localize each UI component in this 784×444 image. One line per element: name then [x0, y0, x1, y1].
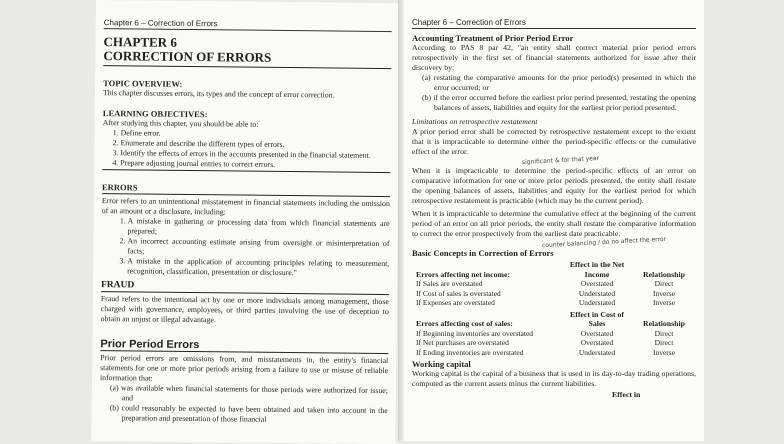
table-cell: If Ending inventories are overstated [416, 347, 524, 357]
limitations-text: A prior period error shall be corrected by retrospective restatement except to the extent that it is impracticable to determine either the period-specific effects or the cumulative effect of the error. [412, 127, 696, 156]
working-capital-text: Working capital is the capital of a business that is used in its day-to-day trading operations, computed as the current assets minus the current liabilities. [412, 369, 696, 388]
table-row [412, 348, 696, 358]
topic-heading: TOPIC OVERVIEW: [103, 78, 183, 89]
handwritten-note-text: significant & for that year [521, 154, 600, 167]
list-item: 2. Enumerate and describe the different types of errors. [120, 138, 390, 151]
table-cell: Direct [654, 328, 674, 338]
fraud-text: Fraud refers to the intentional act by one or more individuals among management, those charged with governance, employees, or third parties involving the use of deception to obtain an unjust or illegal advantage. [100, 294, 389, 325]
ppe-text: Prior period errors are omissions from, and misstatements in, the entity's financial statements for one or more prior periods arising from a failure to use or misuse of reliable information that: [99, 353, 389, 383]
list-item: (a) was available when financial statements for those periods were authorized for issue; and [109, 383, 388, 403]
table-cell: If Cost of sales is overstated [416, 288, 501, 298]
table-cell: If Expenses are overstated [416, 298, 495, 307]
table-cell: Direct [654, 279, 674, 288]
basic-concepts-heading: Basic Concepts in Correction of Errors [412, 248, 554, 258]
table-cell: Overstated [580, 338, 614, 347]
handwritten-note [412, 154, 696, 167]
net-income-table [412, 260, 696, 308]
list-item: 1. Define error. [121, 128, 391, 141]
table-header: Effect in the Net Income [569, 260, 625, 279]
treatment-text: According to PAS 8 par 42, "an entity shall correct material prior period errors retrospectively in the first set of financial statements authorized for issue after their discovery by: [412, 43, 696, 72]
prior-period-errors-heading: Prior Period Errors [100, 338, 388, 354]
errors-heading: ERRORS [102, 182, 390, 197]
table-header: Errors affecting cost of sales: [416, 319, 513, 328]
table-header: Effect in Cost of Sales [570, 309, 624, 328]
table-cell: Understated [578, 347, 616, 357]
list-item: 3. A mistake in the application of accounting principles relating to measurement, recognition, classification, presentation or disclosure." [127, 256, 389, 279]
table-cell: Understated [578, 288, 616, 298]
fraud-heading: FRAUD [101, 280, 389, 295]
table-row [412, 298, 696, 308]
table-cell: Overstated [580, 328, 614, 338]
chapter-number: CHAPTER 6 [103, 34, 177, 50]
table-cell: If Beginning inventories are overstated [416, 328, 534, 338]
objectives-heading: LEARNING OBJECTIVES: [102, 108, 208, 120]
list-item: 1. A mistake in gathering or processing data from which financial statements are prepared; [128, 216, 390, 239]
treatment-heading: Accounting Treatment of Prior Period Error [412, 33, 574, 43]
topic-text: This chapter discusses errors, its types and the concept of error correction. [102, 88, 335, 100]
ppe-list [100, 383, 388, 426]
table-header: Relationship [642, 319, 686, 328]
list-item: 2. An incorrect accounting estimate arising from oversight or misinterpretation of facts; [127, 236, 389, 259]
table-row [412, 289, 696, 299]
paragraph: When it is impracticable to determine the cumulative effect at the beginning of the current period of an error on all prior periods, the entity shall restate the comparative information to correct the error prospectively from the earliest date practicable. [412, 209, 696, 238]
table-cell: Understated [578, 298, 616, 307]
errors-text: Error refers to an unintentional misstatement in financial statements including the omission of an amount or a disclosure, including: [101, 196, 390, 217]
table-cell: Overstated [580, 279, 614, 288]
errors-list [101, 216, 390, 279]
table-cell: Inverse [652, 288, 676, 298]
list-item: (b) could reasonably be expected to have been obtained and taken into account in the preparation and presentation of those financial [109, 403, 388, 424]
working-capital-heading: Working capital [412, 359, 471, 369]
treatment-list [412, 73, 696, 113]
chapter-name: CORRECTION OF ERRORS [103, 48, 272, 65]
handwritten-note-text: counter balancing / do no affect the error [541, 235, 667, 250]
table-cell: Inverse [652, 347, 676, 357]
chapter-title [103, 35, 391, 69]
table-cell: Inverse [652, 298, 676, 307]
table-row [412, 338, 696, 348]
table-cell: If Net purchases are overstated [416, 338, 509, 347]
cost-of-sales-table [412, 310, 696, 358]
right-page [404, 0, 704, 441]
paragraph: When it is impracticable to determine the period-specific effects of an error on comparative information for one or more prior periods presented, the entity shall restate the opening balances of assets, liabilities and equity for the earliest period for which retrospective restatement is practicable (which may be the current period). [412, 166, 696, 205]
running-head: Chapter 6 – Correction of Errors [412, 18, 696, 29]
trailing-header: Effect in [612, 390, 641, 399]
list-item: (b) if the error occurred before the earliest prior period presented, restating the opening balances of assets, liabilities and equity for the earliest prior period presented. [422, 93, 696, 112]
left-page [91, 0, 400, 444]
list-item: (a) restating the comparative amounts for the prior period(s) presented in which the error occurred; or [422, 73, 696, 92]
list-item: 3. Identify the effects of errors in the accounts presented in the financial statement. [120, 148, 390, 161]
objectives-list [102, 128, 390, 173]
table-header: Errors affecting net income: [416, 269, 511, 279]
table-row [412, 279, 696, 289]
list-item: 4. Prepare adjusting journal entries to correct errors. [120, 158, 390, 171]
handwritten-note [412, 235, 696, 250]
table-row [412, 329, 696, 339]
running-head: Chapter 6 – Correction of Errors [104, 18, 392, 32]
table-header: Relationship [642, 269, 686, 279]
table-cell: Direct [654, 338, 674, 347]
table-cell: If Sales are overstated [416, 279, 483, 288]
objectives-intro: After studying this chapter, you should be able to: [102, 118, 259, 129]
limitations-heading: Limitations on retrospective restatement [412, 117, 538, 126]
